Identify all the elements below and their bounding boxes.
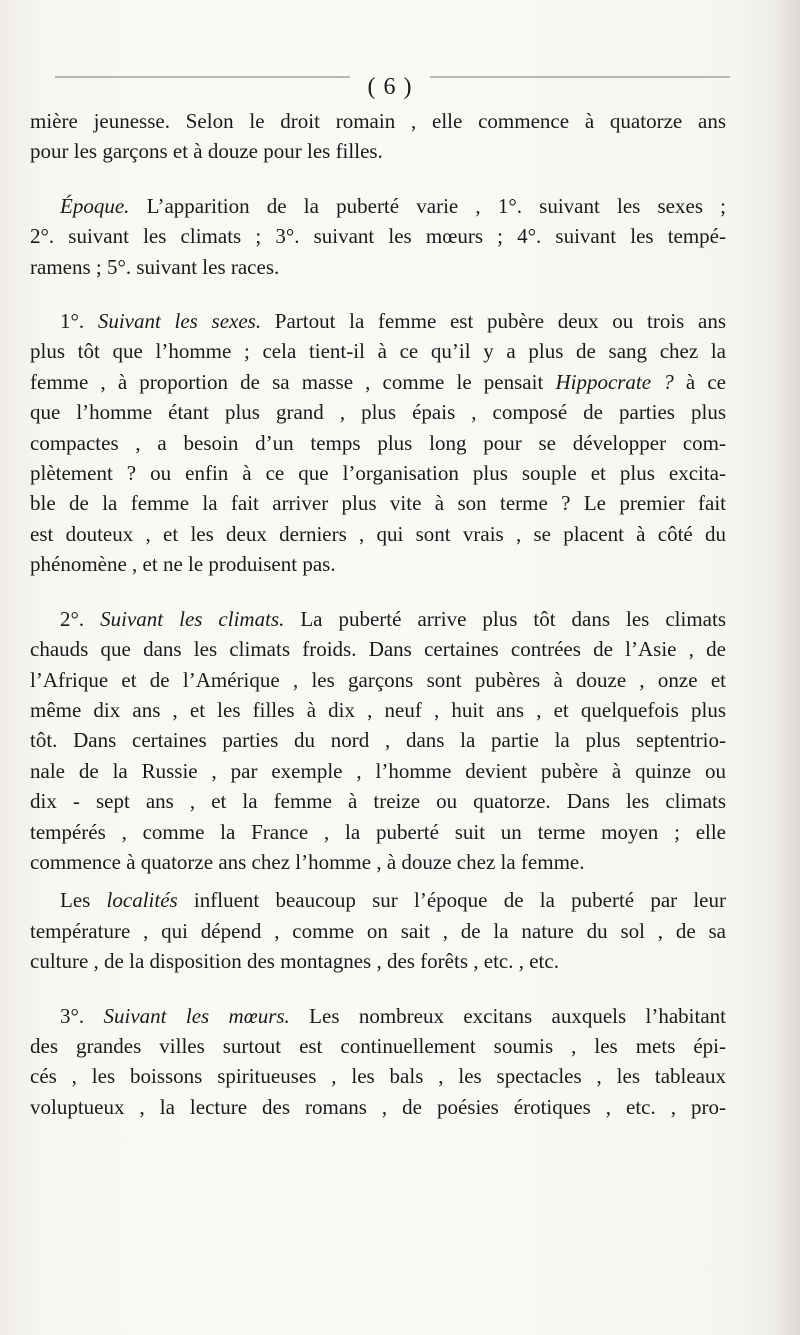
section-heading: Suivant les sexes. (97, 309, 262, 334)
text-line: l’Afrique et de l’Amérique , les garçons sont pubères à douze , onze et (30, 667, 726, 692)
paragraph-gap (30, 877, 726, 885)
text-line (30, 604, 726, 634)
text-line: compactes , a besoin d’un temps plus long pour se développer com- (30, 430, 726, 455)
text-line: culture , de la disposition des montagnes , des forêts , etc. , etc. (30, 949, 559, 974)
text-line (30, 306, 726, 336)
paragraph-gap (30, 580, 726, 604)
header-rule-left (55, 76, 350, 78)
text-line: voluptueux , la lecture des romans , de poésies érotiques , etc. , pro- (30, 1094, 726, 1119)
text-line: tempérés , comme la France , la puberté suit un terme moyen ; elle (30, 819, 726, 844)
section-heading: Suivant les climats. (100, 606, 285, 631)
text-line: est douteux , et les deux derniers , qui sont vrais , se placent à côté du (30, 521, 726, 546)
section-heading: localités (106, 888, 178, 913)
text-line: pour les garçons et à douze pour les filles. (30, 139, 383, 164)
text-line: température , qui dépend , comme on sait , de la nature du sol , de sa (30, 918, 726, 943)
text-run: Les nombreux excitans auxquels l’habitant (289, 1003, 726, 1028)
text-line: plus tôt que l’homme ; cela tient-il à ce qu’il y a plus de sang chez la (30, 339, 726, 364)
text-line: nale de la Russie , par exemple , l’homme devient pubère à quinze ou (30, 758, 726, 783)
paragraph-gap (30, 282, 726, 306)
text-line: 2°. suivant les climats ; 3°. suivant les mœurs ; 4°. suivant les tempé- (30, 224, 726, 249)
text-run: Les (60, 888, 107, 913)
text-line: plètement ? ou enfin à ce que l’organisation plus souple et plus excita- (30, 461, 726, 486)
text-line: cés , les boissons spiritueuses , les bals , les spectacles , les tableaux (30, 1064, 726, 1089)
text-line (30, 1001, 726, 1031)
text-line: tôt. Dans certaines parties du nord , dans la partie la plus septentrio- (30, 728, 726, 753)
paragraph-gap (30, 167, 726, 191)
text-run: femme , à proportion de sa masse , comme le pensait (30, 369, 556, 394)
text-line: ble de la femme la fait arriver plus vite à son terme ? Le premier fait (30, 491, 726, 516)
text-line (30, 191, 726, 221)
section-heading: Époque. (60, 193, 130, 218)
spine-shadow (774, 0, 800, 1335)
text-run: influent beaucoup sur l’époque de la puberté par leur (177, 888, 726, 913)
text-line (30, 885, 726, 915)
body-text (30, 106, 726, 1122)
section-number: 2°. (60, 606, 101, 631)
section-number: 3°. (60, 1003, 104, 1028)
text-line: phénomène , et ne le produisent pas. (30, 552, 336, 577)
text-run: Partout la femme est pubère deux ou trois ans (261, 309, 727, 334)
text-run: L’apparition de la puberté varie , 1°. suivant les sexes ; (129, 193, 726, 218)
text-line (30, 367, 726, 397)
section-heading: Suivant les mœurs. (103, 1003, 290, 1028)
text-line: mière jeunesse. Selon le droit romain , elle commence à quatorze ans (30, 109, 726, 133)
text-line: commence à quatorze ans chez l’homme , à douze chez la femme. (30, 849, 585, 874)
text-line: des grandes villes surtout est continuellement soumis , les mets épi- (30, 1033, 726, 1058)
text-run: La puberté arrive plus tôt dans les climats (284, 606, 726, 631)
text-line: dix - sept ans , et la femme à treize ou quatorze. Dans les climats (30, 789, 726, 814)
page-number: ( 6 ) (367, 74, 413, 100)
italic-name: Hippocrate ? (555, 369, 674, 394)
header-rule-right (430, 76, 730, 78)
text-line: même dix ans , et les filles à dix , neuf , huit ans , et quelquefois plus (30, 697, 726, 722)
text-line: que l’homme étant plus grand , plus épais , composé de parties plus (30, 400, 726, 425)
text-run: à ce (673, 369, 726, 394)
paragraph-gap (30, 977, 726, 1001)
text-line: chauds que dans les climats froids. Dans certaines contrées de l’Asie , de (30, 637, 726, 662)
text-line: ramens ; 5°. suivant les races. (30, 254, 280, 279)
section-number: 1°. (60, 309, 98, 334)
